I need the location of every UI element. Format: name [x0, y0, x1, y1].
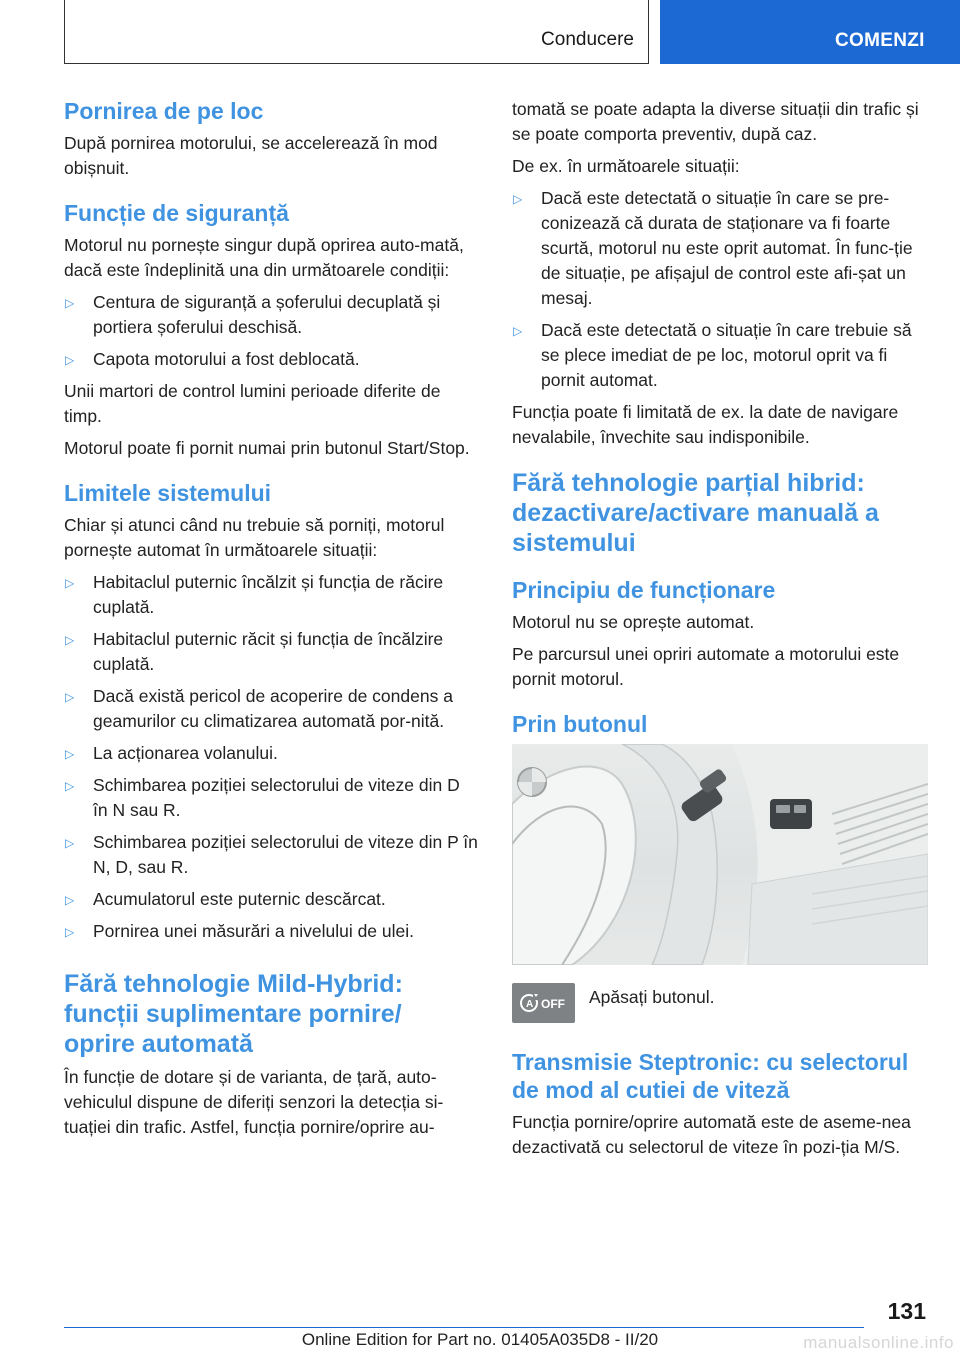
triangle-right-icon: ▷	[65, 779, 75, 793]
list-item: ▷ Centura de siguranță a șoferului decuplată și portiera șoferului deschisă.	[65, 292, 441, 337]
header-chapter-title: COMENZI	[835, 30, 925, 51]
paragraph-safety: Motorul nu pornește singur după oprirea auto-mată, dacă este îndeplinită una din următoarele condiții:	[64, 235, 464, 280]
heading-mild-hybrid: Fără tehnologie Mild-Hybrid: funcții suplimentare pornire/ oprire automată	[64, 970, 403, 1058]
header-chapter-tab	[660, 0, 960, 64]
heading-limits: Limitele sistemului	[64, 480, 272, 506]
auto-start-stop-off-glyph	[518, 990, 570, 1016]
heading-safety: Funcție de siguranță	[64, 200, 289, 226]
example-list	[512, 186, 928, 393]
paragraph-principle-1: Motorul nu se oprește automat.	[512, 612, 755, 632]
paragraph-limited: Funcția poate fi limitată de ex. la date de navigare nevalabile, învechite sau indisponibile.	[512, 402, 899, 447]
auto-start-stop-off-icon	[512, 983, 575, 1023]
footer-divider	[64, 1327, 864, 1328]
triangle-right-icon: ▷	[513, 192, 523, 206]
header-section-box	[64, 0, 649, 64]
limits-list	[64, 570, 478, 944]
svg-text:OFF: OFF	[540, 997, 565, 1011]
triangle-right-icon: ▷	[65, 747, 75, 761]
list-item: ▷ Dacă este detectată o situație în care se pre-conizează că durata de staționare va fi foarte scurtă, motorul nu este oprit automat. În func-ție de situație, pe afișajul de control este afi-șat un mesaj.	[513, 188, 913, 308]
triangle-right-icon: ▷	[65, 296, 75, 310]
triangle-right-icon: ▷	[65, 576, 75, 590]
heading-principle: Principiu de funcționare	[512, 577, 776, 603]
paragraph-lights: Unii martori de control lumini perioade diferite de timp.	[64, 381, 441, 426]
svg-text:A: A	[525, 999, 533, 1010]
heading-by-button: Prin butonul	[512, 711, 648, 737]
list-item: ▷ Acumulatorul este puternic descărcat.	[65, 889, 386, 909]
safety-list	[64, 290, 478, 372]
paragraph-principle-2: Pe parcursul unei opriri automate a motorului este pornit motorul.	[512, 644, 900, 689]
list-item: ▷ Habitaclul puternic răcit și funcția de încălzire cuplată.	[65, 629, 444, 674]
heading-partial-hybrid: Fără tehnologie parțial hibrid: dezactivare/activare manuală a sistemului	[512, 469, 879, 557]
triangle-right-icon: ▷	[513, 324, 523, 338]
paragraph-startstop: Motorul poate fi pornit numai prin butonul Start/Stop.	[64, 438, 470, 458]
heading-start: Pornirea de pe loc	[64, 98, 264, 124]
list-item: ▷ Dacă este detectată o situație în care trebuie să se plece imediat de pe loc, motorul oprit va fi pornit automat.	[513, 320, 912, 390]
watermark: manualsonline.info	[803, 1333, 954, 1352]
dashboard-illustration	[512, 744, 928, 965]
list-item: ▷ La acționarea volanului.	[65, 743, 278, 763]
list-item: ▷ Schimbarea poziției selectorului de viteze din P în N, D, sau R.	[65, 832, 478, 877]
paragraph-limits: Chiar și atunci când nu trebuie să porniți, motorul pornește automat în următoarele situații:	[64, 515, 445, 560]
dashboard-photo	[512, 744, 928, 965]
button-instruction	[512, 983, 928, 1023]
triangle-right-icon: ▷	[65, 893, 75, 907]
triangle-right-icon: ▷	[65, 633, 75, 647]
list-item: ▷ Dacă există pericol de acoperire de condens a geamurilor cu climatizarea automată por-nită.	[65, 686, 453, 731]
header-section-title: Conducere	[541, 29, 634, 50]
paragraph-mild-hybrid: În funcție de dotare și de varianta, de țară, auto-vehiculul dispune de diferiți senzori la detecția si-tuației din trafic. Astfel, funcția pornire/oprire au-	[64, 1067, 444, 1137]
paragraph-example: De ex. în următoarele situații:	[512, 156, 740, 176]
list-item: ▷ Capota motorului a fost deblocată.	[65, 349, 360, 369]
paragraph-continued: tomată se poate adapta la diverse situații din trafic și se poate comporta preventiv, după caz.	[512, 99, 919, 144]
triangle-right-icon: ▷	[65, 690, 75, 704]
left-column	[64, 97, 478, 1140]
triangle-right-icon: ▷	[65, 836, 75, 850]
right-column	[512, 97, 928, 1160]
footer-edition: Online Edition for Part no. 01405A035D8 - II/20	[301, 1330, 659, 1349]
paragraph-press-button: Apăsați butonul.	[589, 987, 715, 1007]
list-item: ▷ Habitaclul puternic încălzit și funcția de răcire cuplată.	[65, 572, 444, 617]
list-item: ▷ Pornirea unei măsurări a nivelului de ulei.	[65, 921, 415, 941]
page-number: 131	[887, 1298, 926, 1324]
paragraph-steptronic: Funcția pornire/oprire automată este de aseme-nea dezactivată cu selectorul de viteze în pozi-ția M/S.	[512, 1112, 911, 1157]
triangle-right-icon: ▷	[65, 353, 75, 367]
paragraph-start: După pornirea motorului, se accelerează în mod obișnuit.	[64, 133, 438, 178]
heading-steptronic: Transmisie Steptronic: cu selectorul de mod al cutiei de viteză	[512, 1049, 909, 1103]
triangle-right-icon: ▷	[65, 925, 75, 939]
list-item: ▷ Schimbarea poziției selectorului de viteze din D în N sau R.	[65, 775, 460, 820]
